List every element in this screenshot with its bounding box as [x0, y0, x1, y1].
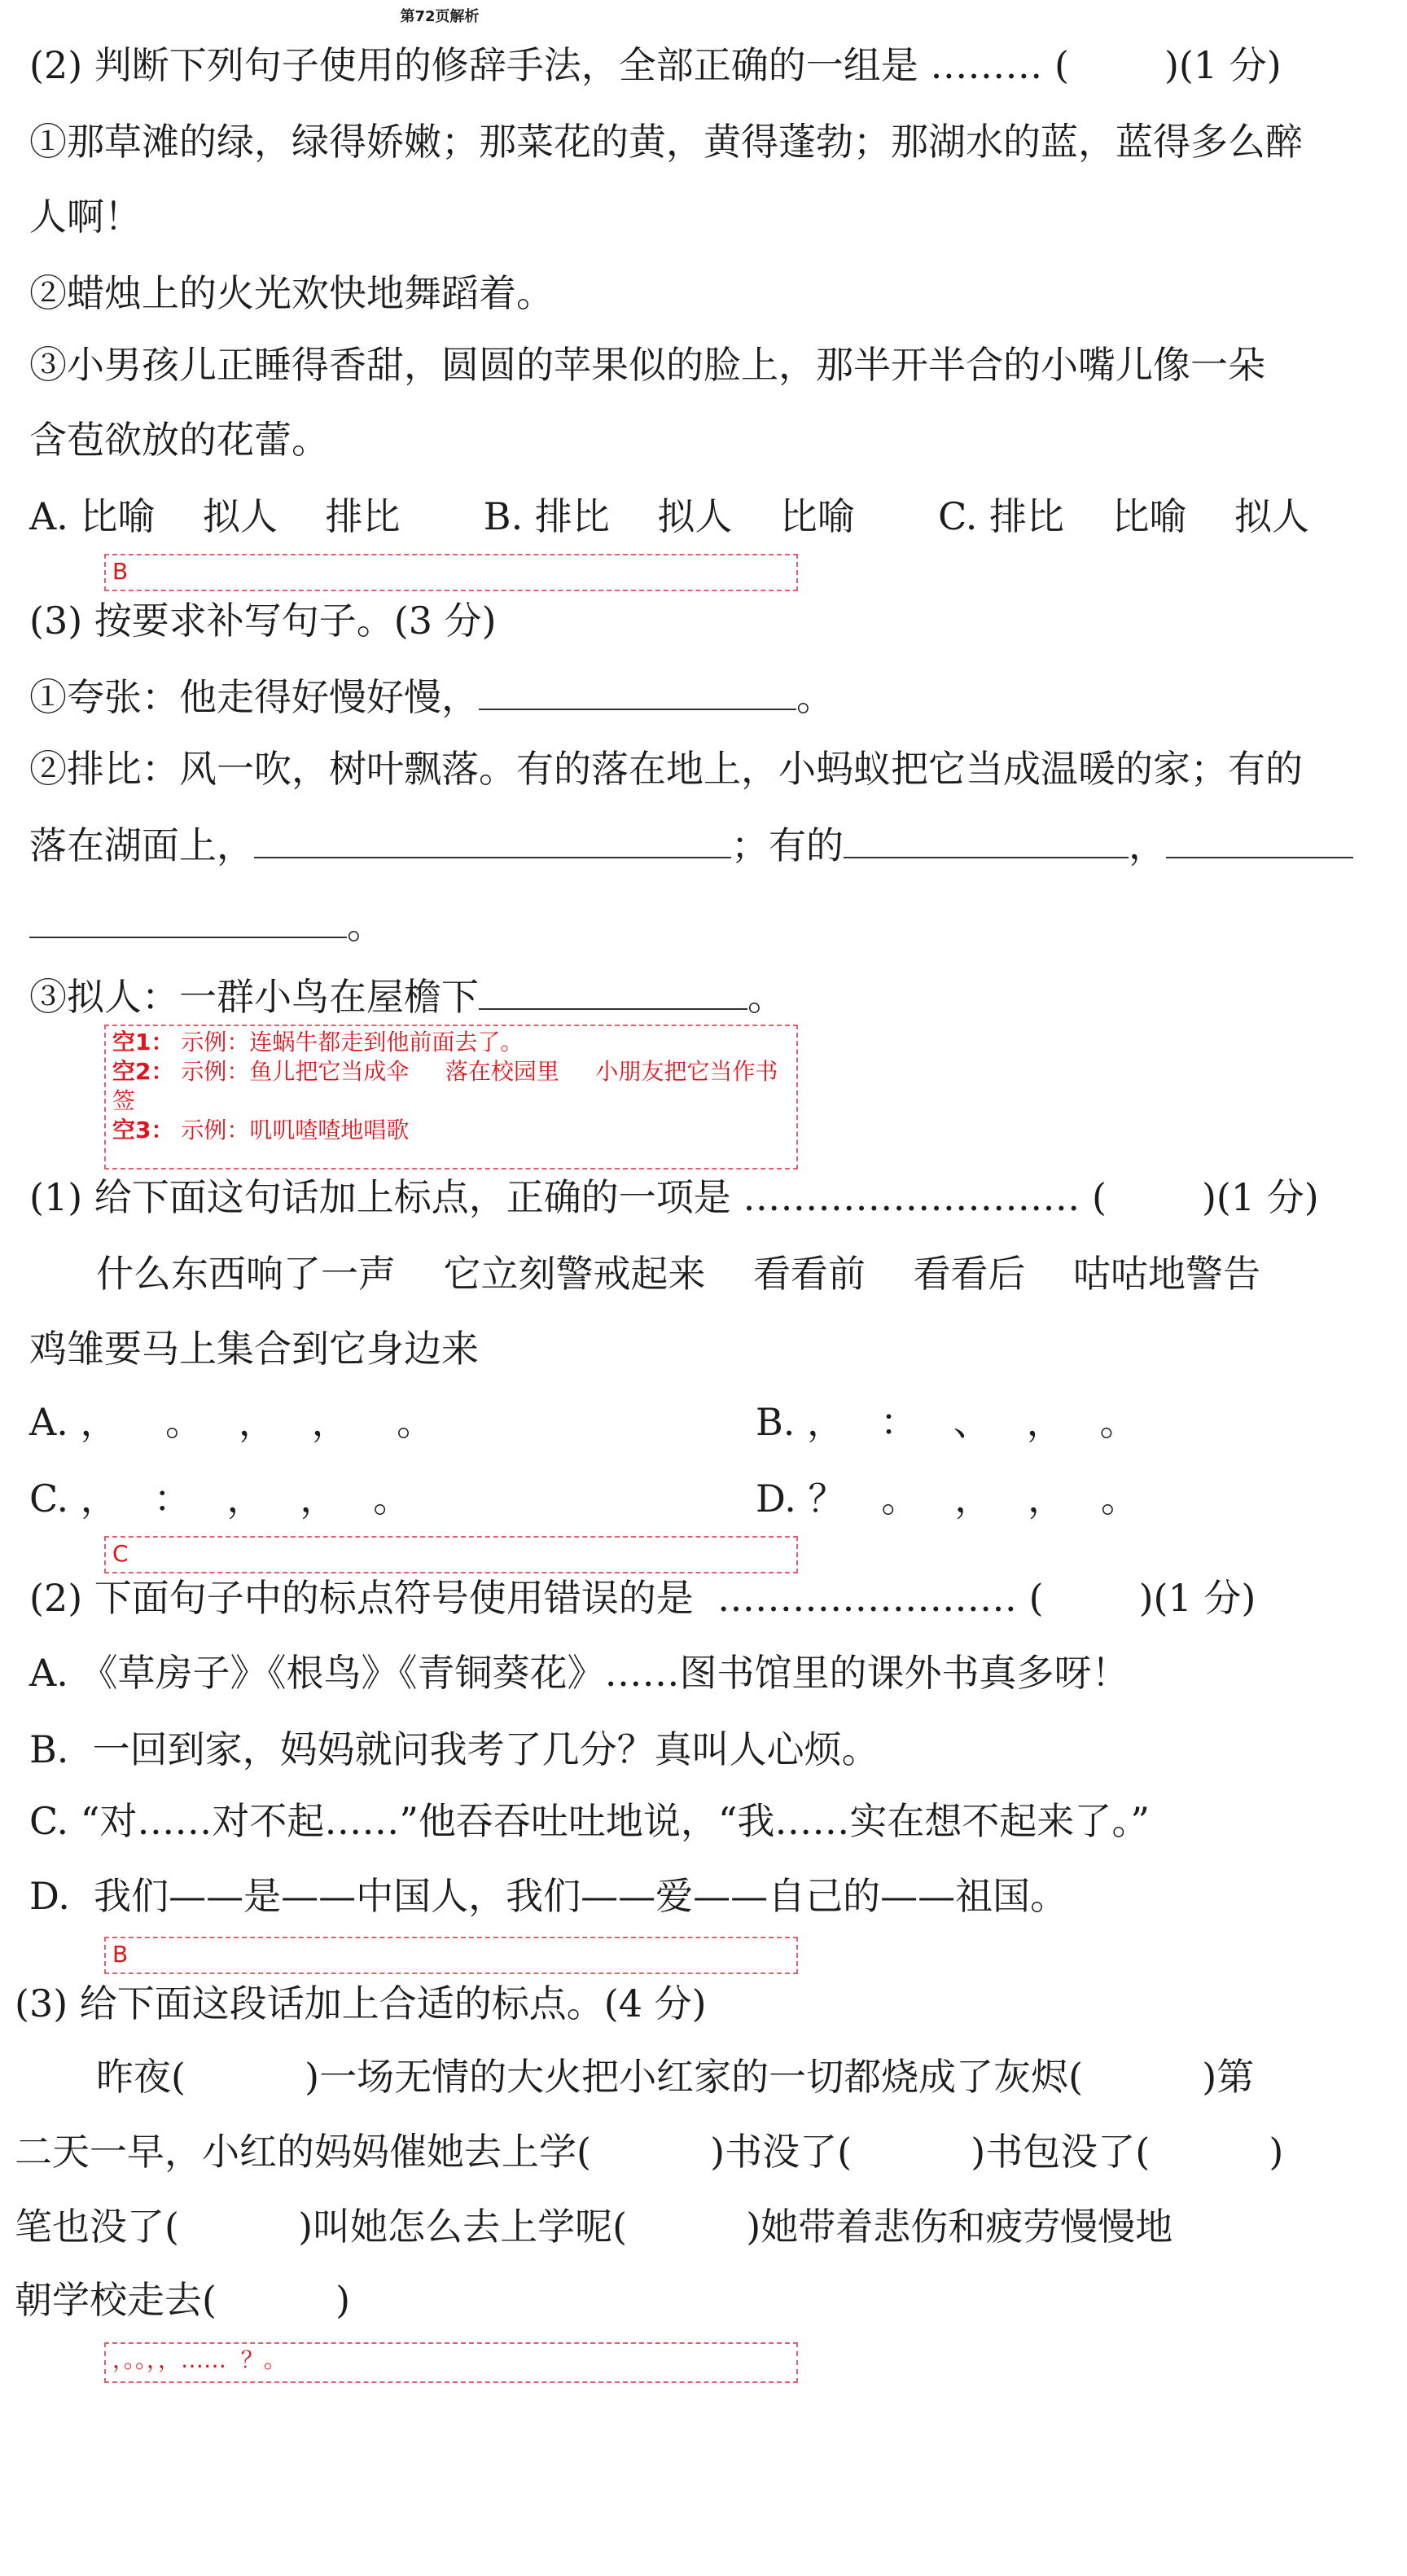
punct-sentence-line-1: 什么东西响了一声 它立刻警戒起来 看看前 看看后 咕咕地警告	[96, 1252, 1260, 1296]
paragraph-line-2: 二天一早，小红的妈妈催她去上学( )书没了( )书包没了( )	[15, 2130, 1284, 2174]
option-b: B. ， ： 、 ， 。	[756, 1400, 1137, 1444]
parallelism-line-1: ②排比：风一吹，树叶飘落。有的落在地上，小蚂蚁把它当成温暖的家；有的	[29, 747, 1303, 791]
option-a: A. ， 。 ， ， 。	[29, 1400, 435, 1444]
paragraph-line-4: 朝学校走去( )	[15, 2278, 351, 2322]
question-2b-stem: (2) 下面句子中的标点符号使用错误的是 …………………… ( )(1 分)	[29, 1576, 1256, 1620]
option-d: D. ？ 。 ， ， 。	[756, 1477, 1138, 1521]
option-a: A. 《草房子》《根鸟》《青铜葵花》……图书馆里的课外书真多呀！	[29, 1651, 1129, 1695]
answer-box-q1	[104, 1536, 798, 1573]
answer-row-3: 空3： 示例：叽叽喳喳地唱歌	[112, 1117, 410, 1143]
option-b: B. 一回到家，妈妈就问我考了几分？真叫人心烦。	[29, 1727, 879, 1771]
option-d: D. 我们——是——中国人，我们——爱——自己的——祖国。	[29, 1874, 1068, 1918]
question-2-options: A. 比喻 拟人 排比 B. 排比 拟人 比喻 C. 排比 比喻 拟人	[29, 494, 1309, 538]
sentence-3-line-2: 含苞欲放的花蕾。	[29, 418, 329, 462]
fill-blank	[254, 824, 731, 858]
personification-line: ③拟人：一群小鸟在屋檐下 。	[29, 975, 785, 1019]
sentence-1-line-1: ①那草滩的绿，绿得娇嫩；那菜花的黄，黄得蓬勃；那湖水的蓝，蓝得多么醉	[29, 120, 1303, 164]
answer-row-2: 空2： 示例：鱼儿把它当成伞 落在校园里 小朋友把它当作书签	[112, 1058, 778, 1114]
option-c: C. “对……对不起……”他吞吞吐吐地说，“我……实在想不起来了。”	[29, 1799, 1150, 1843]
answer-text: B	[112, 1941, 129, 1968]
paragraph-line-3: 笔也没了( )叫她怎么去上学呢( )她带着悲伤和疲劳慢慢地	[15, 2205, 1173, 2249]
question-3-stem: (3) 按要求补写句子。(3 分)	[29, 599, 497, 643]
fill-blank	[479, 676, 796, 710]
answer-row-1: 空1： 示例：连蜗牛都走到他前面去了。	[112, 1029, 524, 1055]
question-3b-stem: (3) 给下面这段话加上合适的标点。(4 分)	[15, 1981, 707, 2025]
sentence-3-line-1: ③小男孩儿正睡得香甜，圆圆的苹果似的脸上，那半开半合的小嘴儿像一朵	[29, 343, 1265, 387]
parallelism-line-2: 落在湖面上， ；有的 ，	[29, 821, 1353, 870]
fill-blank	[844, 824, 1129, 858]
option-c: C. ， ： ， ， 。	[29, 1477, 411, 1521]
fill-blank	[29, 904, 347, 938]
sentence-2: ②蜡烛上的火光欢快地舞蹈着。	[29, 271, 554, 315]
answer-text: B	[112, 558, 129, 585]
fill-blank	[1166, 824, 1353, 858]
sentence-1-line-2: 人啊！	[29, 195, 142, 239]
answer-box-q3	[104, 1025, 798, 1170]
question-2-stem: (2) 判断下列句子使用的修辞手法，全部正确的一组是 ……… ( )(1 分)	[29, 43, 1282, 87]
answer-box-q2	[104, 554, 798, 591]
answer-text: C	[112, 1540, 129, 1567]
hyperbole-line: ①夸张：他走得好慢好慢， 。	[29, 675, 834, 719]
answer-box-q2b	[104, 1937, 798, 1974]
answer-text: ，。。，，…… ？。	[112, 2346, 287, 2373]
question-1-stem: (1) 给下面这句话加上标点，正确的一项是 ……………………… ( )(1 分)	[29, 1175, 1319, 1219]
fill-blank	[479, 976, 747, 1010]
paragraph-line-1: 昨夜( )一场无情的大火把小红家的一切都烧成了灰烬( )第	[96, 2055, 1255, 2099]
parallelism-line-3: 。	[29, 901, 384, 950]
page-header: 第72页解析	[400, 8, 480, 25]
punct-sentence-line-2: 鸡雏要马上集合到它身边来	[29, 1327, 479, 1371]
answer-box-q3b	[104, 2342, 798, 2383]
